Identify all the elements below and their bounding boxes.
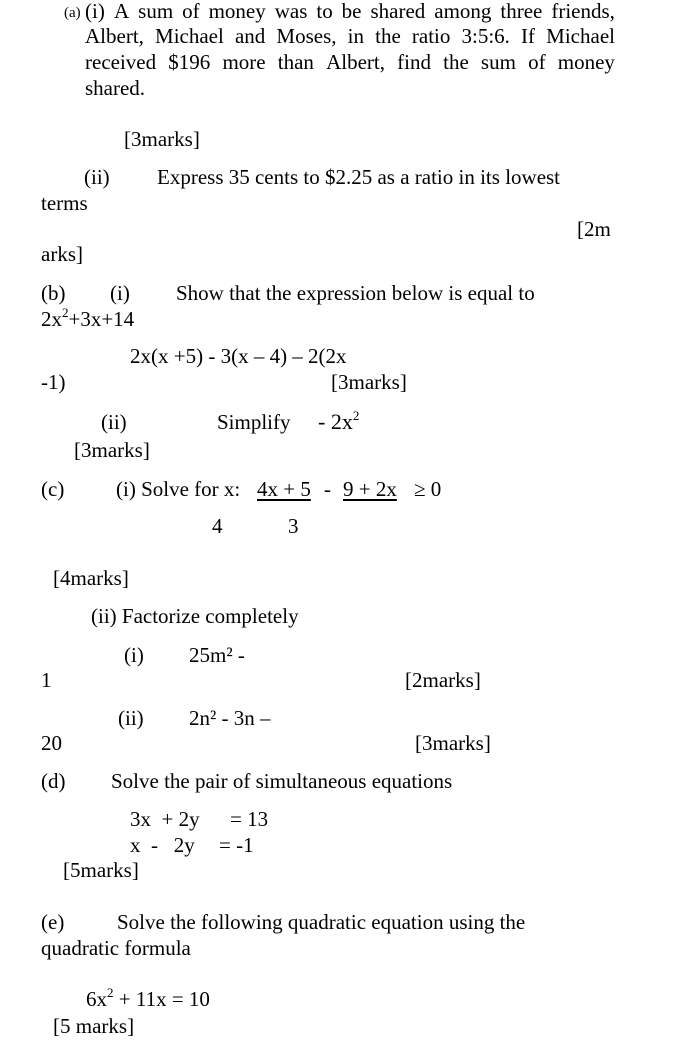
qc-i-minus: - [324, 477, 331, 501]
word: Michael [155, 24, 224, 48]
qb-ii-num: (ii) [101, 410, 127, 434]
qe-eq-a: 6x [86, 987, 107, 1011]
qc-ii-ii-cont: 20 [41, 731, 62, 755]
qc-i-numerator-2: 9 + 2x [343, 477, 397, 501]
word: more [222, 50, 266, 74]
qd-label: (d) [41, 769, 66, 793]
word: was [274, 0, 308, 23]
word: Albert, [326, 50, 385, 74]
qd-eq2-rhs: = -1 [219, 833, 254, 857]
word: sum [480, 50, 516, 74]
qb-ii-expr [318, 407, 360, 434]
word: than [277, 50, 314, 74]
word: to [316, 0, 333, 23]
qb-i-text: Show that the expression below is equal to [176, 281, 535, 305]
qb-i-target-a: 2x [41, 307, 62, 331]
qc-ii-ii-expr: 2n² - 3n – [189, 706, 271, 730]
word: be [341, 0, 362, 23]
qc-i-marks: [4marks] [53, 566, 129, 590]
word: three [500, 0, 543, 23]
word: friends, [551, 0, 615, 23]
word: Albert, [85, 24, 144, 48]
qc-ii-ii-marks: [3marks] [415, 731, 491, 755]
word: received [85, 50, 157, 74]
qb-ii-expr-a: - 2x [318, 409, 353, 434]
qe-cont: quadratic formula [41, 936, 191, 960]
qa-i-num: (i) [85, 0, 105, 23]
qd-eq1-lhs: 3x + 2y [130, 807, 200, 831]
qb-i-expr-cont: -1) [41, 370, 66, 394]
qe-eq-b: + 11x = 10 [113, 987, 210, 1011]
word: in [347, 24, 364, 48]
qb-i-target-sup: 2 [62, 305, 69, 320]
word: Moses, [276, 24, 337, 48]
word: 3:5:6. [461, 24, 510, 48]
qb-ii-expr-sup: 2 [352, 407, 360, 423]
qc-ii-i-marks: [2marks] [405, 668, 481, 692]
word: If [521, 24, 536, 48]
word: and [234, 24, 266, 48]
qd-eq2-lhs: x - 2y [130, 833, 195, 857]
word: money [557, 50, 615, 74]
qc-ii-ii-num: (ii) [118, 706, 144, 730]
qa-i-line3 [85, 52, 615, 73]
qd-marks: [5marks] [63, 858, 139, 882]
word: $196 [168, 50, 211, 74]
qd-text: Solve the pair of simultaneous equations [111, 769, 453, 793]
word: the [375, 24, 401, 48]
qa-ii-text: Express 35 cents to $2.25 as a ratio in its lowest [157, 165, 561, 189]
qa-ii-marks-a: [2m [577, 217, 611, 241]
qc-ii-i-expr: 25m² - [189, 643, 245, 667]
word: among [434, 0, 492, 23]
qb-i-target-b: +3x+14 [68, 307, 135, 331]
qb-i-marks: [3marks] [331, 370, 407, 394]
word: the [443, 50, 469, 74]
word: Michael [546, 24, 615, 48]
qc-i-denominator-2: 3 [288, 514, 299, 538]
qc-ii-i-num: (i) [124, 643, 144, 667]
qb-i-expr: 2x(x +5) - 3(x – 4) – 2(2x [130, 344, 347, 368]
word: of [528, 50, 546, 74]
qe-eq-sup: 2 [107, 985, 114, 1000]
qc-i-text: (i) Solve for x: [116, 477, 241, 501]
qa-label: (a) [64, 5, 81, 21]
word: money [208, 0, 266, 23]
qb-ii-marks: [3marks] [74, 438, 150, 462]
qc-i-numerator-1: 4x + 5 [257, 477, 311, 501]
qc-i-relation: ≥ 0 [414, 477, 442, 501]
word: of [182, 0, 200, 23]
qe-label: (e) [41, 910, 65, 934]
qc-ii-text: (ii) Factorize completely [91, 604, 299, 628]
word: sum [138, 0, 174, 23]
word: A [114, 0, 130, 23]
qa-ii-cont: terms [41, 191, 88, 215]
qd-eq1-rhs: = 13 [230, 807, 269, 831]
word: ratio [411, 24, 451, 48]
qb-ii-text: Simplify [217, 410, 291, 434]
qc-label: (c) [41, 477, 65, 501]
qe-text: Solve the following quadratic equation using the [117, 910, 526, 934]
qc-ii-i-cont: 1 [41, 668, 52, 692]
qa-i-line4: shared. [85, 76, 146, 100]
qa-ii-num: (ii) [84, 165, 110, 189]
qa-i-line1 [114, 1, 615, 22]
word: shared [370, 0, 426, 23]
qb-label: (b) [41, 281, 66, 305]
qe-equation [86, 985, 210, 1011]
qe-marks: [5 marks] [53, 1014, 135, 1038]
qb-i-target [41, 305, 135, 331]
qa-i-line2 [85, 26, 615, 47]
qb-i-num: (i) [110, 281, 130, 305]
qa-ii-marks-b: arks] [41, 242, 83, 266]
word: find [397, 50, 431, 74]
qc-i-denominator-1: 4 [212, 514, 223, 538]
qa-i-marks: [3marks] [124, 127, 200, 151]
